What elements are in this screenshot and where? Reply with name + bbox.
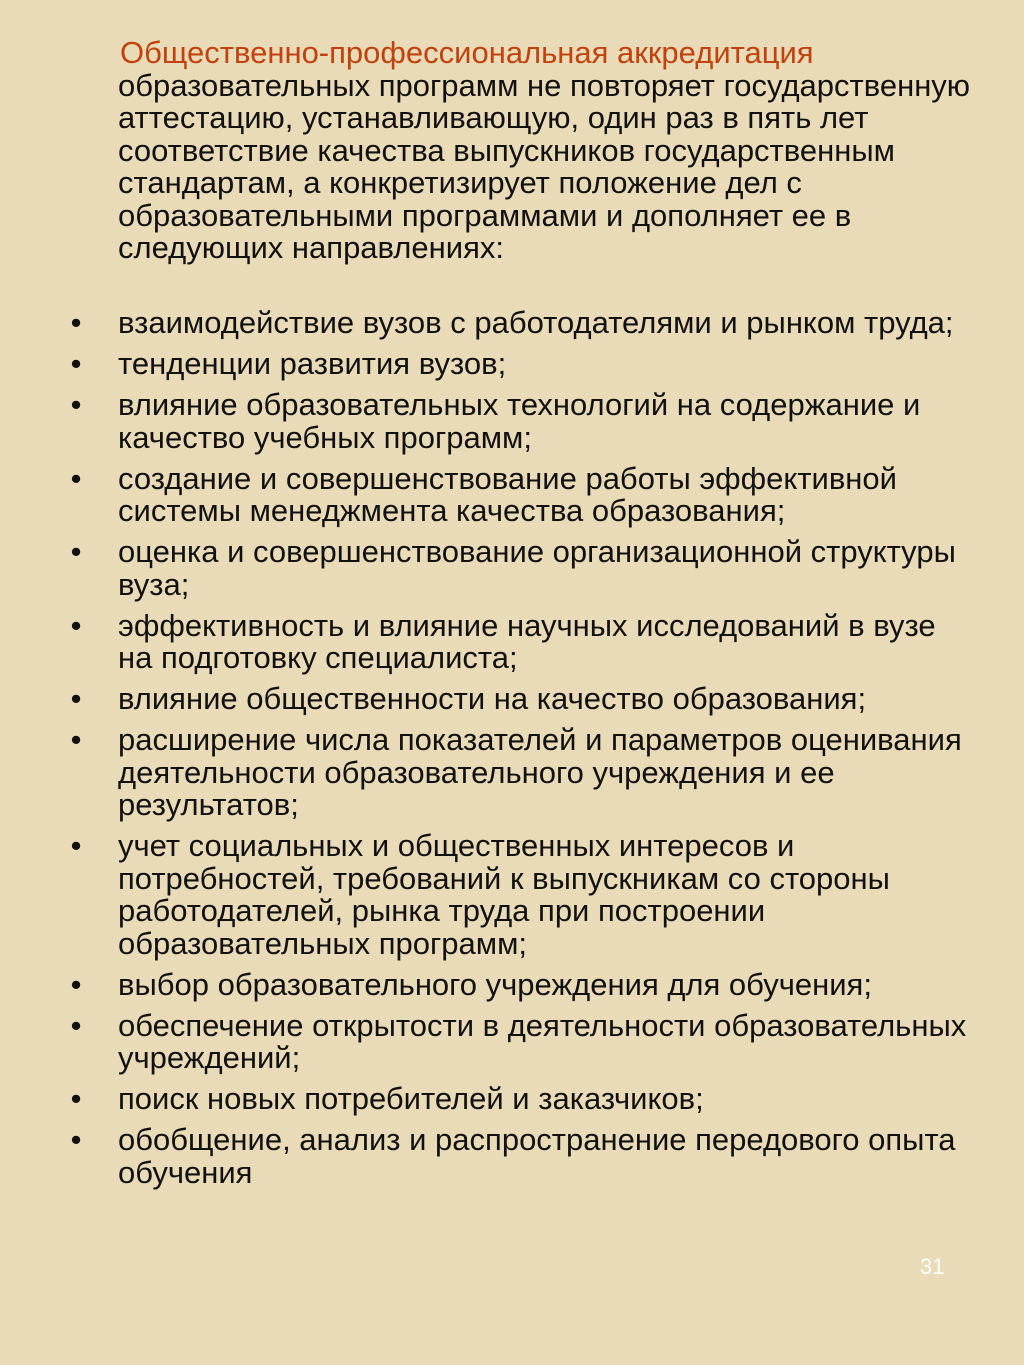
trailing-dot: . xyxy=(252,1154,262,1190)
bullet-item xyxy=(0,307,978,340)
bullet-item xyxy=(0,1007,978,1075)
bullet-icon: • xyxy=(70,1081,82,1116)
bullet-item xyxy=(0,348,978,381)
bullet-text: обобщение, анализ и распространение передового опыта обучения xyxy=(118,1122,956,1190)
bullet-icon: • xyxy=(70,607,82,643)
bullet-icon: • xyxy=(70,1007,82,1043)
bullet-icon: • xyxy=(70,387,82,422)
bullet-item xyxy=(0,830,978,960)
bullet-item xyxy=(0,966,978,1002)
bullet-item xyxy=(0,724,978,822)
bullet-text: расширение числа показателей и параметров оценивания деятельности образовательного учреждения и ее результатов; xyxy=(118,722,962,822)
bullet-text: эффективность и влияние научных исследований в вузе на подготовку специалиста; xyxy=(118,607,936,675)
bullet-text: учет социальных и общественных интересов и потребностей, требований к выпускникам со стороны работодателей, рынка труда при построении образовательных программ; xyxy=(118,828,890,961)
bullet-item xyxy=(0,536,978,601)
bullet-item xyxy=(0,1124,978,1189)
bullet-text: тенденции развития вузов; xyxy=(118,346,507,381)
intro-paragraph xyxy=(118,37,978,265)
bullet-text: оценка и совершенствование организационной структуры вуза; xyxy=(118,534,956,602)
intro-text: образовательных программ не повторяет государственную аттестацию, устанавливающую, один раз в пять лет соответствие качества выпускников государственным стандартам, а конкретизирует положение дел с образовательными программами и дополняет ее в следующих направлениях: xyxy=(118,67,971,265)
bullet-item xyxy=(0,683,978,716)
bullet-icon: • xyxy=(70,966,82,1002)
bullet-text: обеспечение открытости в деятельности образовательных учреждений; xyxy=(118,1007,967,1075)
bullet-item xyxy=(0,1083,978,1116)
bullet-icon: • xyxy=(70,1122,82,1157)
page-number: 31 xyxy=(920,1254,945,1279)
bullet-icon: • xyxy=(70,460,82,496)
bullet-icon: • xyxy=(70,305,82,340)
bullet-icon: • xyxy=(70,722,82,757)
bullet-icon: • xyxy=(70,828,82,863)
bullet-text: влияние общественности на качество образования; xyxy=(118,681,867,716)
bullet-text: поиск новых потребителей и заказчиков; xyxy=(118,1081,704,1116)
bullet-item xyxy=(0,607,978,675)
bullet-text: выбор образовательного учреждения для обучения; xyxy=(118,966,872,1002)
bullet-list xyxy=(0,307,1000,1198)
bullet-icon: • xyxy=(70,534,82,569)
intro-highlight: Общественно-профессиональная аккредитация xyxy=(120,35,814,70)
bullet-item xyxy=(0,389,978,454)
bullet-icon: • xyxy=(70,681,82,716)
bullet-item xyxy=(0,460,978,528)
bullet-icon: • xyxy=(70,346,82,381)
bullet-text: влияние образовательных технологий на содержание и качество учебных программ; xyxy=(118,387,921,455)
bullet-text: создание и совершенствование работы эффективной системы менеджмента качества образования; xyxy=(118,460,897,528)
bullet-text: взаимодействие вузов с работодателями и рынком труда; xyxy=(118,305,954,340)
